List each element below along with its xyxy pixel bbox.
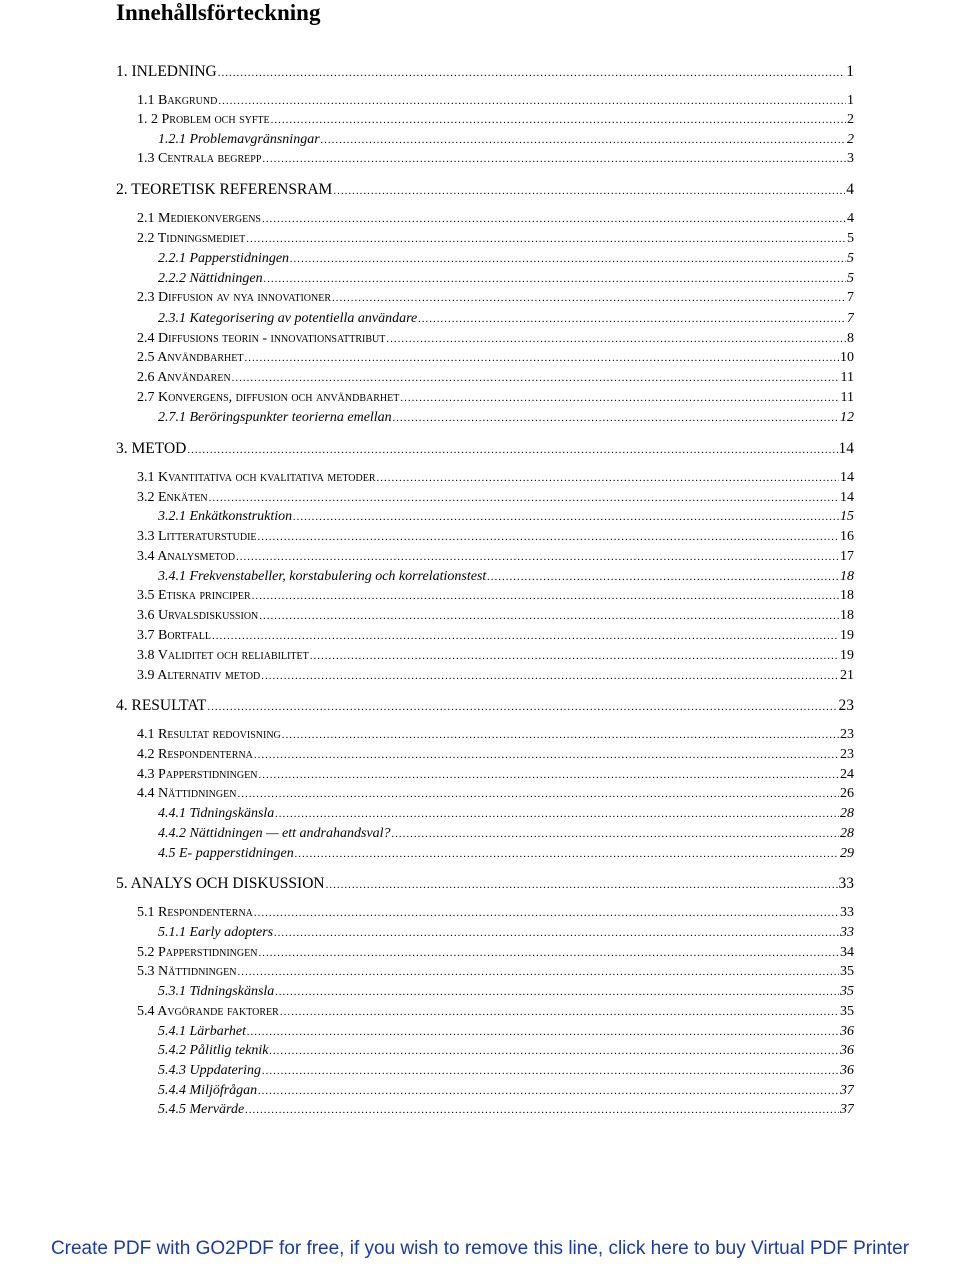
toc-entry[interactable] [158,1043,854,1062]
toc-entry-page-number: 8 [847,331,854,346]
toc-entry-label: 2.7 Konvergens, diffusion och användbarhet [137,390,400,405]
toc-entry-label: 3.4 Analysmetod [137,549,236,564]
toc-entry-label: 5.4.4 Miljöfrågan [158,1083,258,1098]
toc-entry-page-number: 23 [838,697,854,714]
toc-dot-leader [258,531,839,543]
toc-entry[interactable] [158,826,854,845]
toc-dot-leader [246,233,846,245]
toc-entry-label: 5. ANALYS OCH DISKUSSION [116,875,325,892]
toc-entry[interactable] [158,271,854,290]
toc-entry-label: 5.3.1 Tidningskänsla [158,984,275,999]
toc-dot-leader [262,213,846,225]
toc-entry-page-number: 1 [846,63,854,80]
toc-entry-page-number: 18 [840,588,854,603]
toc-entry-page-number: 11 [840,390,854,405]
toc-entry-page-number: 4 [846,181,854,198]
toc-entry[interactable] [116,63,854,82]
toc-entry-label: 1.2.1 Problemavgränsningar [158,132,320,147]
toc-entry[interactable] [116,181,854,200]
toc-entry-page-number: 33 [840,925,854,940]
toc-dot-leader [262,1065,839,1077]
toc-dot-leader [245,1104,839,1116]
toc-entry-page-number: 37 [840,1083,854,1098]
toc-dot-leader [218,67,846,79]
toc-entry-label: 5.3 Nättidningen [137,964,237,979]
toc-entry-label: 3.6 Urvalsdiskussion [137,608,259,623]
toc-entry[interactable] [137,668,854,687]
toc-entry-label: 3.7 Bortfall [137,628,211,643]
toc-entry[interactable] [137,945,854,964]
toc-entry-page-number: 18 [840,608,854,623]
toc-entry-page-number: 35 [840,984,854,999]
toc-entry-label: 4.4.1 Tidningskänsla [158,806,275,821]
toc-dot-leader [274,927,839,939]
toc-entry-label: 1. INLEDNING [116,63,217,80]
toc-dot-leader [209,492,839,504]
toc-entry-label: 5.4.2 Pålitlig teknik [158,1043,269,1058]
toc-entry[interactable] [137,112,854,131]
toc-entry-page-number: 36 [840,1063,854,1078]
toc-dot-leader [259,610,839,622]
toc-dot-leader [254,907,839,919]
toc-dot-leader [332,292,846,304]
toc-entry-label: 5.4 Avgörande faktorer [137,1004,279,1019]
toc-dot-leader [293,511,839,523]
toc-entry-page-number: 16 [840,529,854,544]
toc-entry-page-number: 33 [840,905,854,920]
toc-entry-page-number: 36 [840,1024,854,1039]
toc-entry-page-number: 7 [847,311,854,326]
toc-dot-leader [280,1006,839,1018]
toc-entry-label: 3.2.1 Enkätkonstruktion [158,509,293,524]
toc-entry-label: 5.2 Papperstidningen [137,945,258,960]
toc-dot-leader [418,313,846,325]
toc-entry[interactable] [137,231,854,250]
toc-entry-label: 5.4.3 Uppdatering [158,1063,262,1078]
toc-entry-label: 2.3.1 Kategorisering av potentiella användare [158,311,418,326]
toc-dot-leader [258,769,839,781]
toc-dot-leader [258,947,839,959]
toc-entry-label: 5.4.5 Mervärde [158,1102,245,1117]
toc-entry-label: 4.2 Respondenterna [137,747,253,762]
toc-dot-leader [218,95,846,107]
toc-entry[interactable] [137,767,854,786]
toc-dot-leader [392,828,839,840]
toc-entry[interactable] [137,588,854,607]
toc-entry-page-number: 18 [840,569,854,584]
toc-entry-label: 1.1 Bakgrund [137,93,218,108]
toc-entry[interactable] [137,370,854,389]
toc-dot-leader [393,412,839,424]
toc-entry[interactable] [137,529,854,548]
toc-dot-leader [261,670,839,682]
toc-entry-label: 3.3 Litteraturstudie [137,529,257,544]
toc-entry-label: 2.2 Tidningsmediet [137,231,246,246]
toc-entry-label: 3.2 Enkäten [137,490,208,505]
toc-entry-page-number: 2 [847,132,854,147]
toc-entry[interactable] [158,846,854,865]
toc-entry-label: 2.2.1 Papperstidningen [158,251,290,266]
toc-dot-leader [254,749,839,761]
toc-entry-page-number: 21 [840,668,854,683]
toc-entry-page-number: 15 [840,509,854,524]
toc-entry-page-number: 23 [840,727,854,742]
toc-entry-label: 3.8 Validitet och reliabilitet [137,648,309,663]
toc-entry-label: 2.4 Diffusions teorin - innovationsattribut [137,331,386,346]
toc-dot-leader [487,571,839,583]
toc-dot-leader [236,551,839,563]
toc-dot-leader [237,788,839,800]
toc-entry[interactable] [158,1063,854,1082]
toc-entry-page-number: 5 [847,231,854,246]
toc-entry-label: 2.6 Användaren [137,370,231,385]
toc-entry-label: 4.5 E- papperstidningen [158,846,294,861]
toc-entry-page-number: 7 [847,290,854,305]
toc-entry-label: 2.2.2 Nättidningen [158,271,263,286]
toc-dot-leader [252,590,839,602]
toc-entry-label: 5.1.1 Early adopters [158,925,274,940]
toc-dot-leader [269,1045,839,1057]
toc-entry-page-number: 17 [840,549,854,564]
toc-entry-page-number: 5 [847,251,854,266]
toc-entry-label: 2. TEORETISK REFERENSRAM [116,181,333,198]
toc-entry-label: 4. RESULTAT [116,697,207,714]
toc-entry-page-number: 14 [840,490,854,505]
toc-entry-page-number: 26 [840,786,854,801]
toc-entry-page-number: 14 [838,440,854,457]
toc-entry-page-number: 28 [840,806,854,821]
toc-entry-label: 4.1 Resultat redovisning [137,727,281,742]
toc-entry-page-number: 12 [840,410,854,425]
toc-entry[interactable] [137,331,854,350]
toc-entry-label: 3.5 Etiska principer [137,588,251,603]
toc-entry-page-number: 34 [840,945,854,960]
toc-entry-page-number: 33 [838,875,854,892]
toc-entry[interactable] [158,569,854,588]
toc-dot-leader [244,352,839,364]
toc-entry-page-number: 35 [840,1004,854,1019]
toc-entry-label: 3.4.1 Frekvenstabeller, korstabulering och korrelationstest [158,569,487,584]
toc-entry-label: 4.3 Papperstidningen [137,767,258,782]
toc-dot-leader [290,253,846,265]
toc-entry-page-number: 2 [847,112,854,127]
toc-entry[interactable] [158,925,854,944]
toc-entry[interactable] [137,93,854,112]
toc-entry[interactable] [137,470,854,489]
toc-entry[interactable] [158,132,854,151]
toc-entry[interactable] [158,509,854,528]
toc-entry[interactable] [137,151,854,170]
toc-entry[interactable] [137,549,854,568]
toc-entry[interactable] [137,1004,854,1023]
toc-entry-page-number: 10 [840,350,854,365]
toc-dot-leader [386,333,846,345]
toc-entry-label: 3.9 Alternativ metod [137,668,261,683]
toc-entry[interactable] [116,697,854,716]
toc-entry-page-number: 5 [847,271,854,286]
toc-dot-leader [326,879,838,891]
toc-entry[interactable] [137,786,854,805]
toc-entry[interactable] [137,964,854,983]
toc-entry[interactable] [158,251,854,270]
toc-dot-leader [333,185,845,197]
toc-entry[interactable] [158,311,854,330]
toc-dot-leader [258,1085,839,1097]
toc-dot-leader [321,134,846,146]
toc-entry-label: 2.1 Mediekonvergens [137,211,261,226]
toc-dot-leader [282,729,839,741]
toc-entry-label: 1.3 Centrala begrepp [137,151,262,166]
toc-entry-page-number: 11 [840,370,854,385]
toc-entry[interactable] [137,628,854,647]
toc-entry-page-number: 24 [840,767,854,782]
toc-entry-page-number: 35 [840,964,854,979]
toc-entry[interactable] [158,1083,854,1102]
toc-entry-page-number: 4 [847,211,854,226]
page-title: Innehållsförteckning [116,0,321,25]
toc-entry[interactable] [137,350,854,369]
toc-dot-leader [271,114,846,126]
toc-entry[interactable] [137,211,854,230]
toc-entry-page-number: 28 [840,826,854,841]
toc-dot-leader [232,372,840,384]
toc-entry-label: 2.7.1 Beröringspunkter teorierna emellan [158,410,392,425]
toc-entry[interactable] [137,390,854,409]
toc-entry-label: 4.4.2 Nättidningen — ett andrahandsval? [158,826,391,841]
toc-entry-page-number: 1 [847,93,854,108]
toc-dot-leader [247,1026,839,1038]
toc-dot-leader [275,808,839,820]
toc-dot-leader [264,273,846,285]
toc-entry-page-number: 3 [847,151,854,166]
toc-entry-label: 2.5 Användbarhet [137,350,244,365]
toc-entry-page-number: 37 [840,1102,854,1117]
toc-entry-page-number: 36 [840,1043,854,1058]
toc-entry[interactable] [158,984,854,1003]
toc-dot-leader [187,444,837,456]
toc-dot-leader [262,153,846,165]
toc-entry[interactable] [158,806,854,825]
toc-entry-label: 1. 2 Problem och syfte [137,112,270,127]
toc-entry[interactable] [137,747,854,766]
toc-entry[interactable] [116,440,854,459]
toc-entry[interactable] [137,727,854,746]
toc-entry-label: 4.4 Nättidningen [137,786,237,801]
toc-dot-leader [310,650,839,662]
toc-entry-page-number: 19 [840,648,854,663]
toc-entry[interactable] [137,490,854,509]
toc-entry[interactable] [158,1024,854,1043]
toc-dot-leader [377,472,839,484]
toc-entry-page-number: 29 [840,846,854,861]
toc-entry-page-number: 23 [840,747,854,762]
toc-entry-page-number: 19 [840,628,854,643]
toc-dot-leader [207,701,837,713]
pdf-creator-footer-link[interactable]: Create PDF with GO2PDF for free, if you wish to remove this line, click here to buy Virtual PDF Printer [50,1238,910,1259]
toc-dot-leader [237,966,839,978]
toc-entry[interactable] [137,608,854,627]
toc-dot-leader [275,986,839,998]
toc-entry-label: 3. METOD [116,440,187,457]
toc-entry-label: 3.1 Kvantitativa och kvalitativa metoder [137,470,376,485]
toc-entry-page-number: 14 [840,470,854,485]
toc-entry[interactable] [137,648,854,667]
toc-entry[interactable] [137,290,854,309]
toc-entry-label: 5.4.1 Lärbarhet [158,1024,247,1039]
toc-entry[interactable] [158,1102,854,1121]
toc-entry[interactable] [158,410,854,429]
toc-dot-leader [212,630,839,642]
toc-dot-leader [295,848,839,860]
toc-entry[interactable] [137,905,854,924]
toc-entry-label: 2.3 Diffusion av nya innovationer [137,290,332,305]
toc-entry[interactable] [116,875,854,894]
toc-dot-leader [400,392,839,404]
toc-entry-label: 5.1 Respondenterna [137,905,253,920]
